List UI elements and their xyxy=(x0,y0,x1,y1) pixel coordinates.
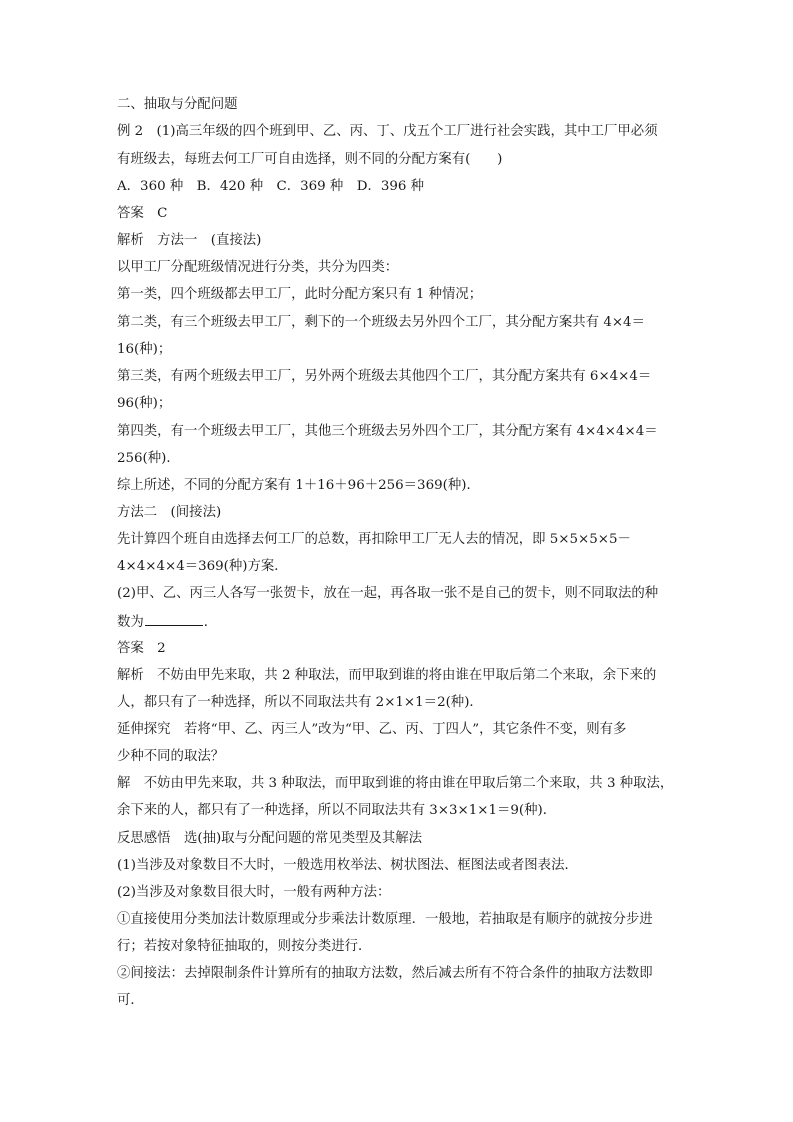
solution-line: 余下来的人，都只有了一种选择，所以不同取法共有 3×3×1×1＝9(种)． xyxy=(117,803,557,818)
analysis-line: 综上所述，不同的分配方案有 1＋16＋96＋256＝369(种)． xyxy=(117,478,480,493)
extension-line: 少种不同的取法？ xyxy=(117,749,225,764)
question-2-suffix: ． xyxy=(203,615,218,630)
extension-line: 延伸探究 若将“甲、乙、丙三人”改为“甲、乙、丙、丁四人”，其它条件不变，则有多 xyxy=(117,722,627,737)
solution-line: 解 不妨由甲先来取，共 3 种取法，而甲取到谁的将由谁在甲取后第二个来取，共 3 种取法， xyxy=(117,776,674,791)
analysis-line: 方法二 (间接法) xyxy=(117,505,222,520)
example-question-line: 有班级去，每班去何工厂可自由选择，则不同的分配方案有( ) xyxy=(117,152,503,167)
analysis-line: 第二类，有三个班级去甲工厂，剩下的一个班级去另外四个工厂，其分配方案共有 4×4＝ xyxy=(117,315,645,330)
reflection-line: 行；若按对象特征抽取的，则按分类进行． xyxy=(117,939,372,954)
reflection-line: (1)当涉及对象数目不大时，一般选用枚举法、树状图法、框图法或者图表法． xyxy=(117,858,578,873)
analysis-line: 16(种)； xyxy=(117,342,172,357)
example-question-line: 例 2 (1)高三年级的四个班到甲、乙、丙、丁、戊五个工厂进行社会实践，其中工厂甲必须 xyxy=(117,124,658,139)
analysis-line: 第一类，四个班级都去甲工厂，此时分配方案只有 1 种情况； xyxy=(117,287,483,302)
section-title: 二、抽取与分配问题 xyxy=(117,97,238,112)
reflection-line: ②间接法：去掉限制条件计算所有的抽取方法数，然后减去所有不符合条件的抽取方法数即 xyxy=(117,966,653,981)
reflection-line: 可． xyxy=(117,993,144,1008)
reflection-line: (2)当涉及对象数目很大时，一般有两种方法： xyxy=(117,885,391,900)
answer-line: 答案 2 xyxy=(117,641,166,656)
analysis-line: 先计算四个班自由选择去何工厂的总数，再扣除甲工厂无人去的情况，即 5×5×5×5－ xyxy=(117,532,631,547)
analysis-line: 第三类，有两个班级去甲工厂，另外两个班级去其他四个工厂，其分配方案共有 6×4×4＝ xyxy=(117,369,652,384)
answer-options: A．360 种 B．420 种 C．369 种 D．396 种 xyxy=(117,179,425,194)
analysis-line: 256(种)． xyxy=(117,451,180,466)
analysis-line: 以甲工厂分配班级情况进行分类，共分为四类： xyxy=(117,260,399,275)
question-2-line xyxy=(117,612,217,630)
reflection-line: ①直接使用分类加法计数原理或分步乘法计数原理．一般地，若抽取是有顺序的就按分步进 xyxy=(117,912,653,927)
analysis-line: 人，都只有了一种选择，所以不同取法共有 2×1×1＝2(种)． xyxy=(117,695,483,710)
answer-blank xyxy=(145,612,203,626)
analysis-line: 4×4×4×4＝369(种)方案． xyxy=(117,559,288,574)
question-2-prefix: 数为 xyxy=(117,615,144,630)
reflection-line: 反思感悟 选(抽)取与分配问题的常见类型及其解法 xyxy=(117,831,423,846)
analysis-line: 96(种)； xyxy=(117,396,172,411)
question-2-line: (2)甲、乙、丙三人各写一张贺卡，放在一起，再各取一张不是自己的贺卡，则不同取法的种 xyxy=(117,586,659,601)
analysis-line: 解析 不妨由甲先来取，共 2 种取法，而甲取到谁的将由谁在甲取后第二个来取，余下来的 xyxy=(117,668,657,683)
answer-line: 答案 C xyxy=(117,206,168,221)
analysis-heading: 解析 方法一 (直接法) xyxy=(117,233,262,248)
analysis-line: 第四类，有一个班级去甲工厂，其他三个班级去另外四个工厂，其分配方案有 4×4×4×4＝ xyxy=(117,424,658,439)
